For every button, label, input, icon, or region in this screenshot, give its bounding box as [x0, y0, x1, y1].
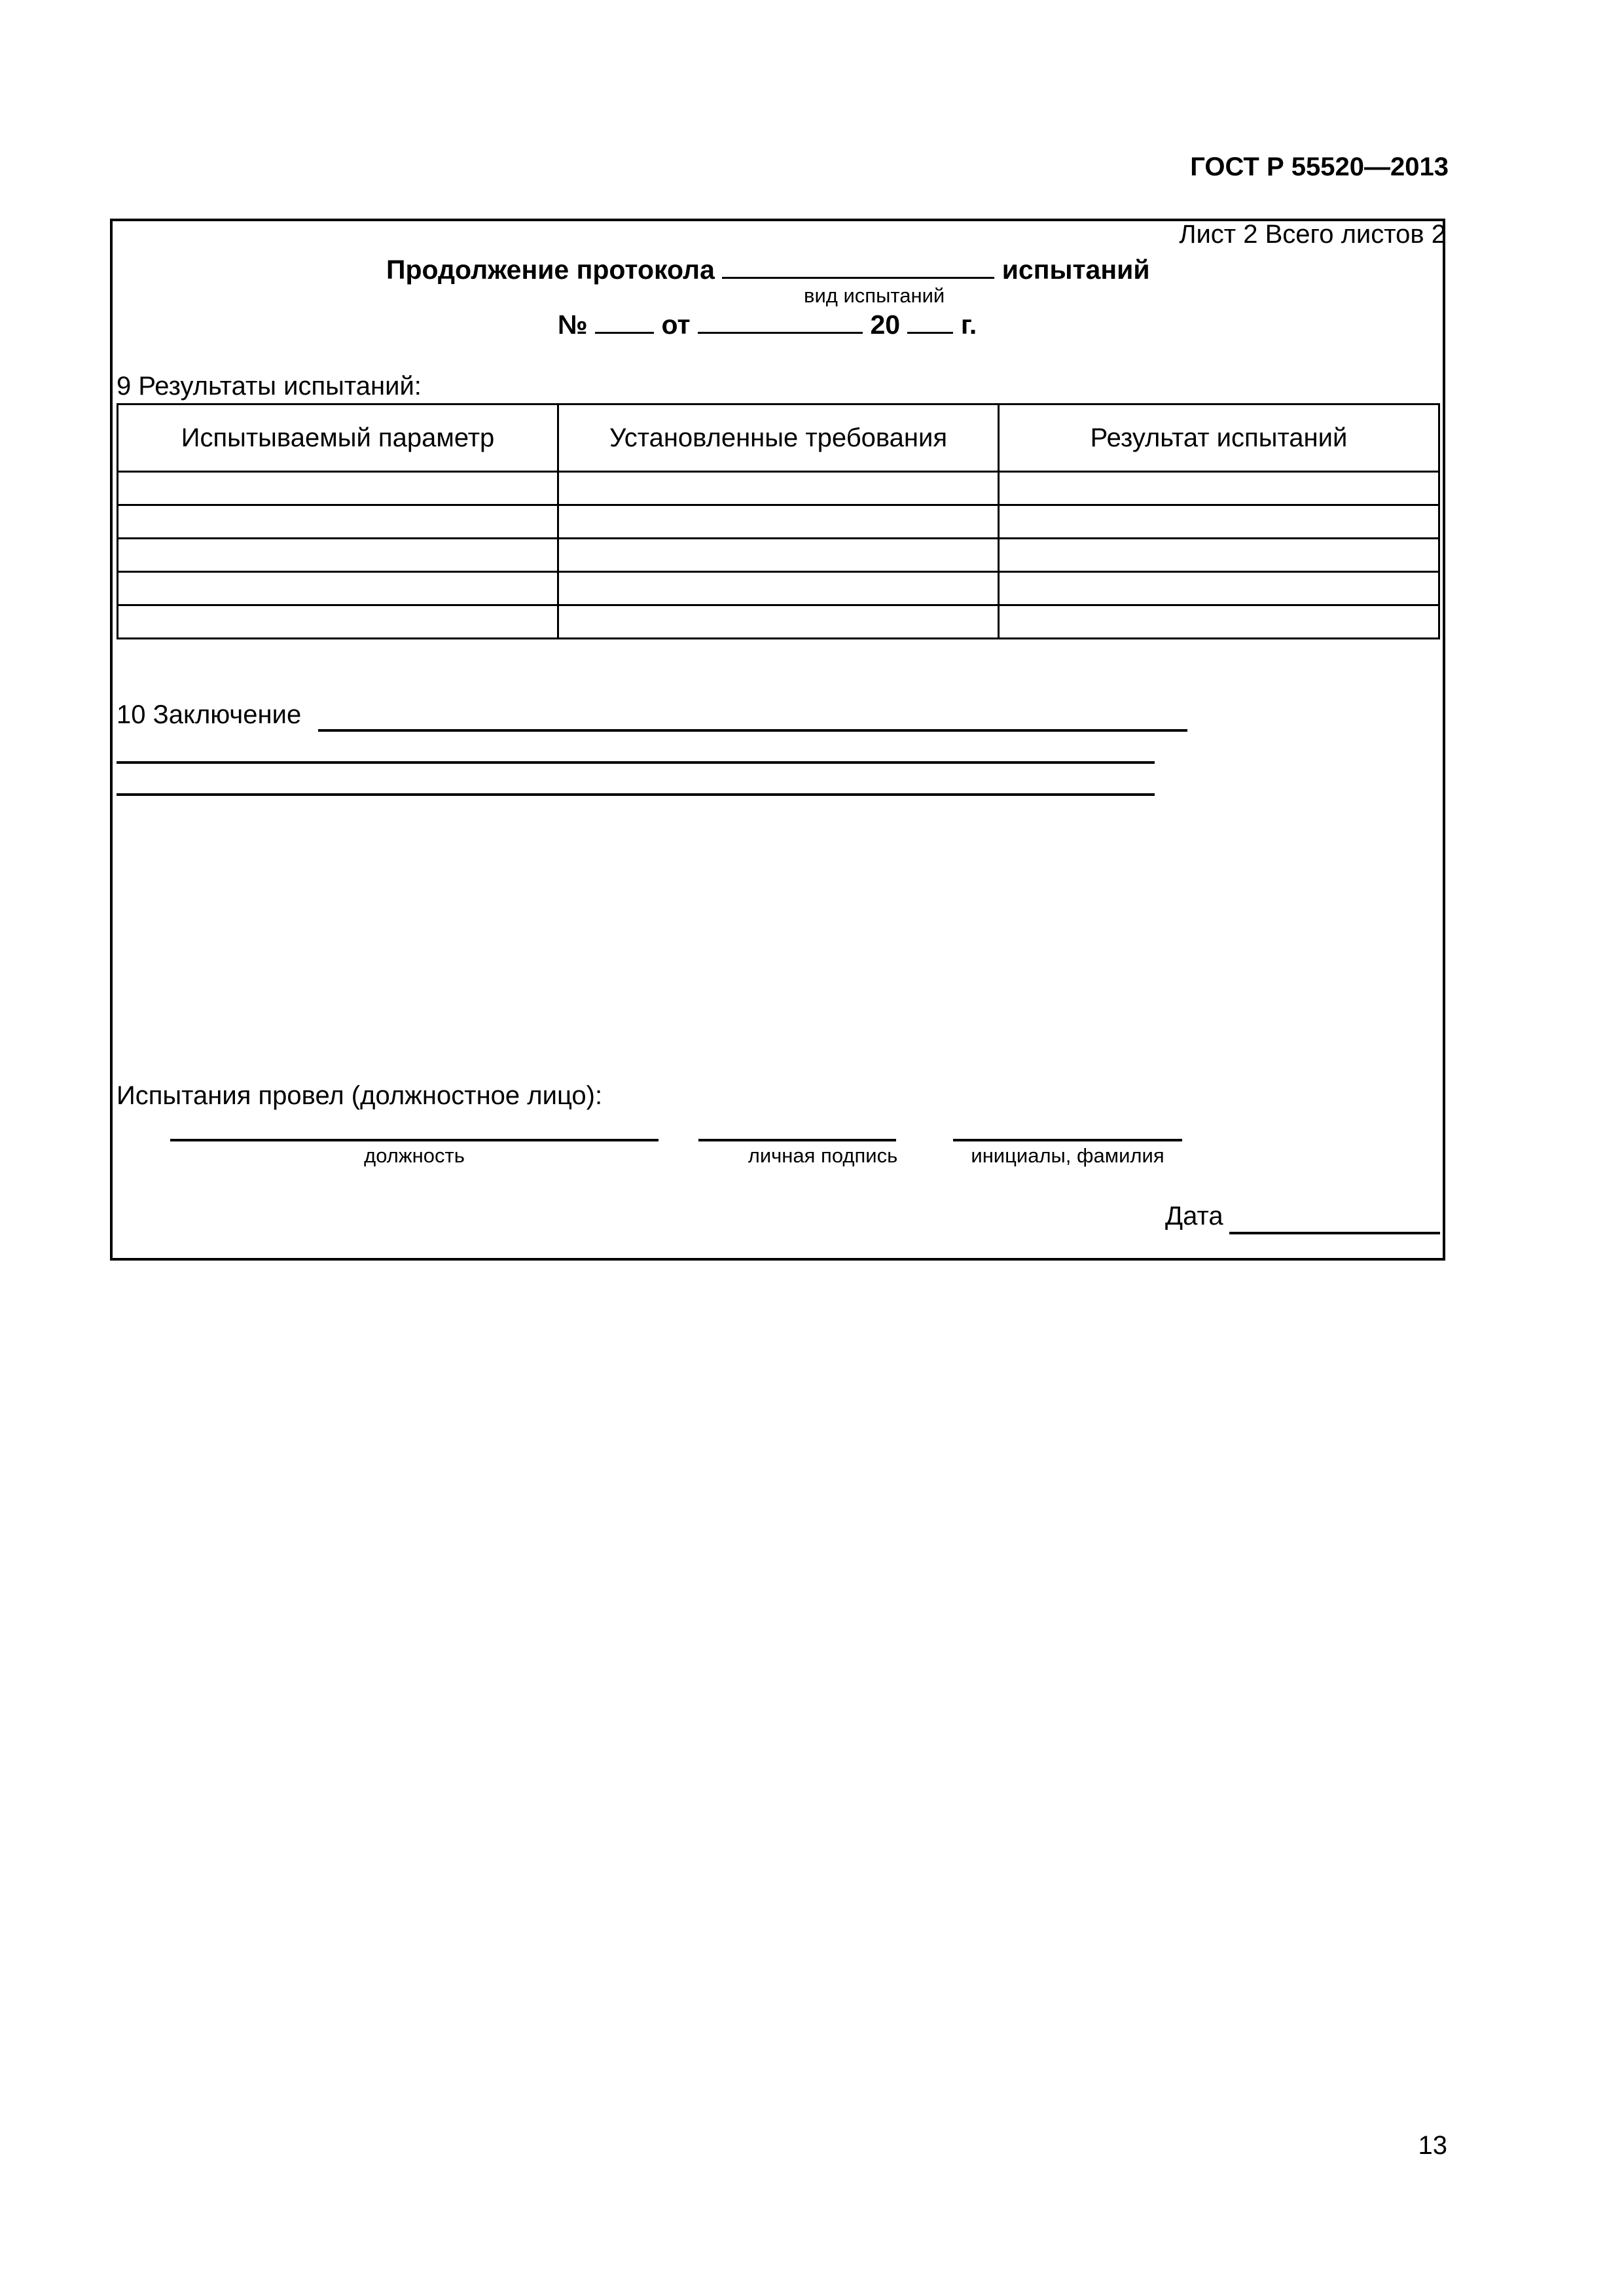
- conclusion-line-2[interactable]: [117, 761, 1155, 764]
- column-header: Установленные требования: [558, 404, 999, 472]
- table-cell[interactable]: [999, 605, 1439, 639]
- tester-label: Испытания провел (должностное лицо):: [117, 1081, 603, 1110]
- table-cell[interactable]: [118, 572, 558, 605]
- title-suffix: испытаний: [1001, 255, 1150, 285]
- signature-line[interactable]: [698, 1139, 896, 1141]
- position-caption: должность: [364, 1144, 465, 1167]
- standard-header: ГОСТ Р 55520—2013: [1190, 152, 1449, 181]
- year-suffix: г.: [960, 310, 977, 340]
- test-kind-field[interactable]: [722, 250, 994, 279]
- protocol-number-field[interactable]: [595, 305, 654, 334]
- date-label: Дата: [1165, 1202, 1223, 1230]
- table-cell[interactable]: [118, 472, 558, 505]
- table-header-row: [118, 404, 1439, 472]
- table-row: [118, 505, 1439, 539]
- table-cell[interactable]: [558, 505, 999, 539]
- column-header: Результат испытаний: [999, 404, 1439, 472]
- table-cell[interactable]: [558, 539, 999, 572]
- conclusion-line-3[interactable]: [117, 793, 1155, 796]
- table-cell[interactable]: [118, 539, 558, 572]
- table-cell[interactable]: [999, 539, 1439, 572]
- year-prefix: 20: [870, 310, 901, 340]
- table-cell[interactable]: [118, 505, 558, 539]
- protocol-date-field[interactable]: [698, 305, 863, 334]
- table-cell[interactable]: [999, 472, 1439, 505]
- name-line[interactable]: [953, 1139, 1182, 1141]
- table-cell[interactable]: [999, 572, 1439, 605]
- table-cell[interactable]: [558, 572, 999, 605]
- protocol-title: [386, 250, 1150, 285]
- conclusion-line-1[interactable]: [318, 729, 1187, 732]
- page-number: 13: [1418, 2131, 1447, 2160]
- column-header: Испытываемый параметр: [118, 404, 558, 472]
- table-row: [118, 572, 1439, 605]
- test-kind-note: вид испытаний: [804, 284, 945, 307]
- conclusion-label: 10 Заключение: [117, 700, 302, 729]
- year-field[interactable]: [907, 305, 953, 334]
- date-line[interactable]: [1229, 1232, 1440, 1234]
- table-row: [118, 472, 1439, 505]
- title-prefix: Продолжение протокола: [386, 255, 715, 285]
- table-row: [118, 539, 1439, 572]
- table-cell[interactable]: [118, 605, 558, 639]
- table-row: [118, 605, 1439, 639]
- table-cell[interactable]: [999, 505, 1439, 539]
- position-line[interactable]: [170, 1139, 659, 1141]
- results-table: [117, 403, 1440, 639]
- results-section-title: 9 Результаты испытаний:: [117, 372, 422, 401]
- protocol-number-line: [558, 305, 977, 340]
- from-label: от: [661, 310, 691, 340]
- table-cell[interactable]: [558, 605, 999, 639]
- table-cell[interactable]: [558, 472, 999, 505]
- signature-caption: личная подпись: [748, 1144, 898, 1167]
- number-label: №: [558, 310, 588, 340]
- sheet-info: Лист 2 Всего листов 2: [1179, 220, 1446, 249]
- name-caption: инициалы, фамилия: [971, 1144, 1164, 1167]
